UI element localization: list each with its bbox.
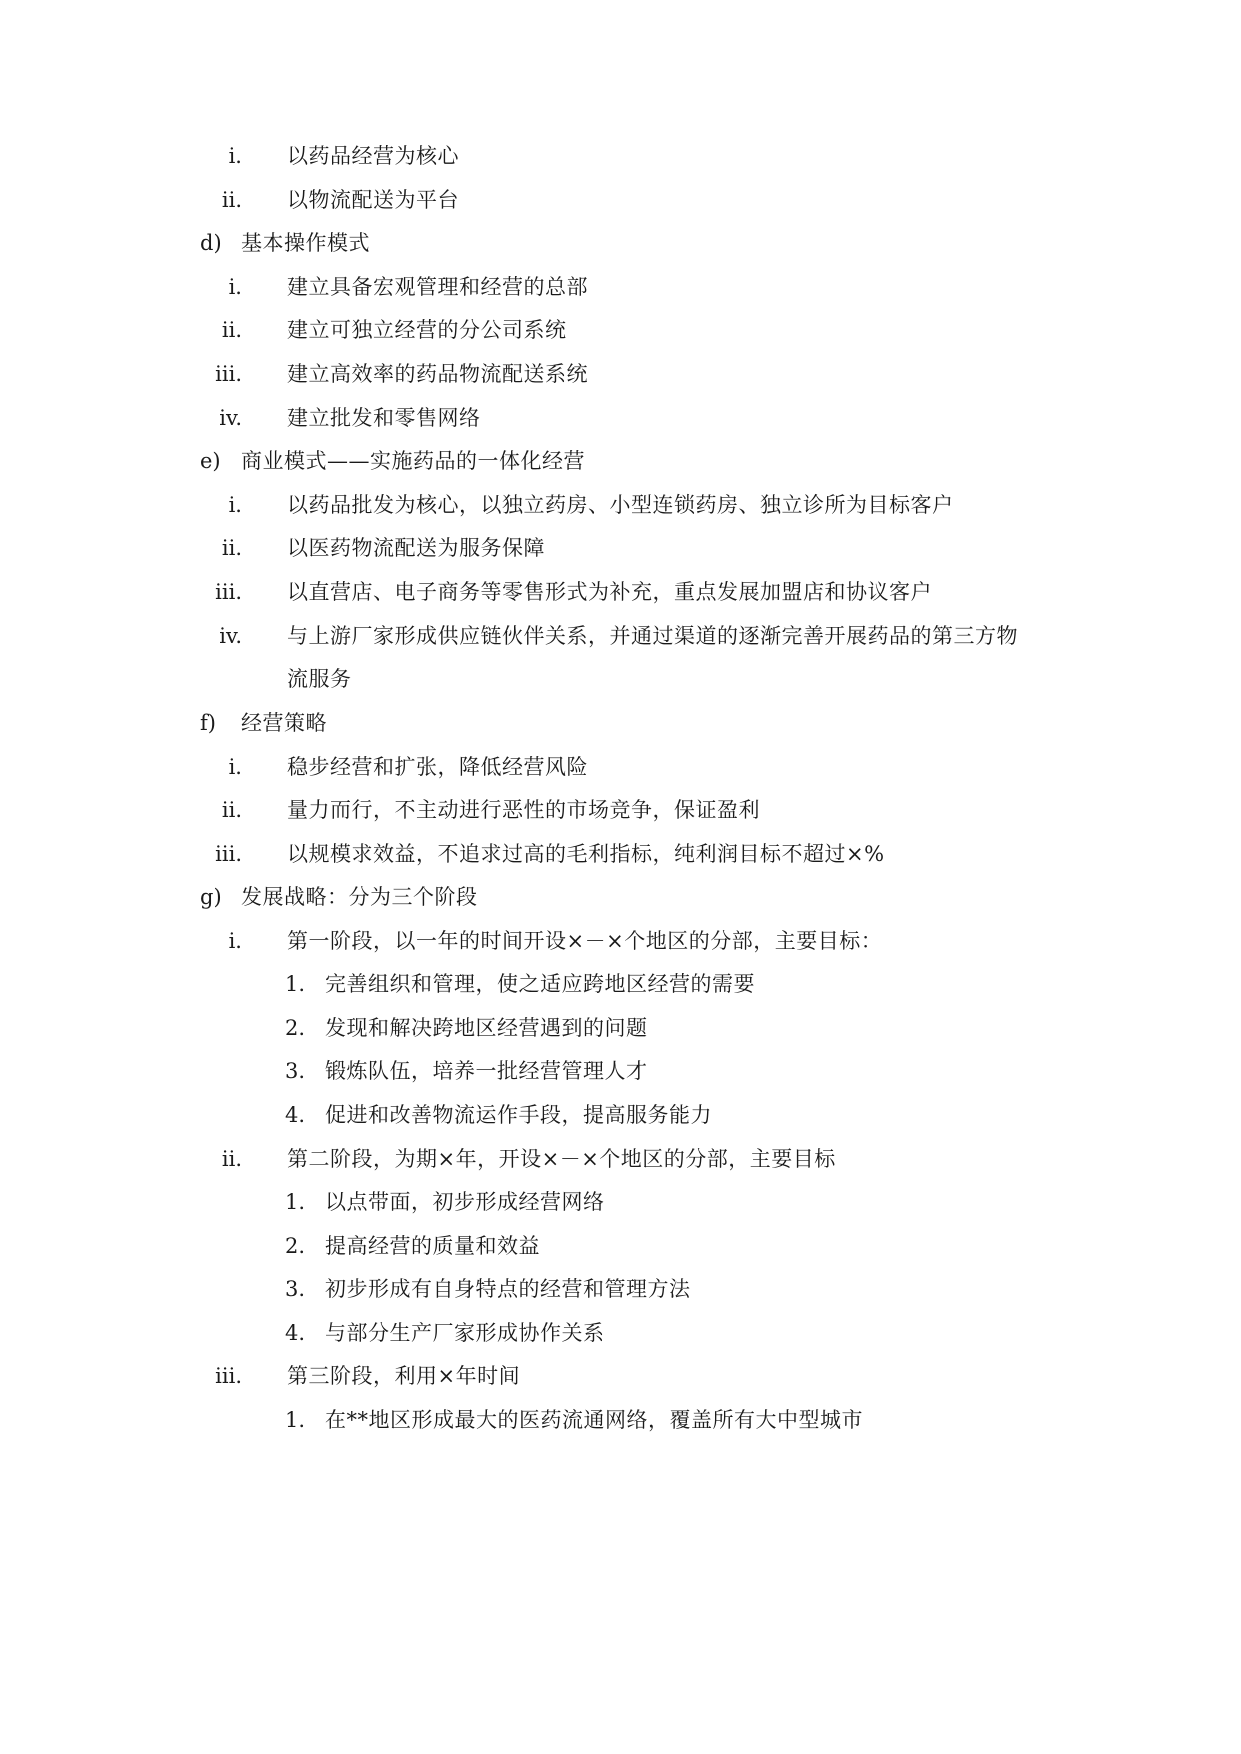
list-item <box>0 1356 1241 1396</box>
list-marker: iii. <box>215 580 242 604</box>
sub-list-item <box>0 964 1241 1004</box>
list-item <box>0 747 1241 787</box>
section-title: 基本操作模式 <box>241 231 370 255</box>
list-item <box>0 180 1241 220</box>
sub-list-item-text: 以点带面，初步形成经营网络 <box>325 1190 605 1214</box>
list-item-text: 与上游厂家形成供应链伙伴关系，并通过渠道的逐渐完善开展药品的第三方物 <box>287 624 1018 648</box>
list-marker: ii. <box>221 318 242 342</box>
list-item-text: 建立具备宏观管理和经营的总部 <box>287 275 588 299</box>
list-item-text: 第三阶段，利用×年时间 <box>287 1364 521 1388</box>
list-item-continuation <box>0 659 1241 699</box>
sub-list-item <box>0 1400 1241 1440</box>
sub-list-item <box>0 1008 1241 1048</box>
sub-list-marker: 1. <box>285 1190 306 1214</box>
list-marker: iii. <box>215 362 242 386</box>
list-marker: iii. <box>215 842 242 866</box>
list-item-text: 以药品经营为核心 <box>287 144 459 168</box>
sub-list-item-text: 在**地区形成最大的医药流通网络，覆盖所有大中型城市 <box>325 1408 863 1432</box>
list-item <box>0 528 1241 568</box>
list-item <box>0 136 1241 176</box>
sub-list-item-text: 促进和改善物流运作手段，提高服务能力 <box>325 1103 712 1127</box>
sub-list-item <box>0 1051 1241 1091</box>
list-item-text: 以物流配送为平台 <box>287 188 459 212</box>
list-item <box>0 921 1241 961</box>
list-item-text: 第一阶段，以一年的时间开设×－×个地区的分部，主要目标： <box>287 929 883 953</box>
sub-list-item-text: 完善组织和管理，使之适应跨地区经营的需要 <box>325 972 755 996</box>
sub-list-marker: 4. <box>285 1103 306 1127</box>
section-heading <box>0 223 1241 263</box>
list-item <box>0 572 1241 612</box>
sub-list-marker: 1. <box>285 972 306 996</box>
sub-list-marker: 3. <box>285 1277 306 1301</box>
list-marker: iv. <box>219 624 242 648</box>
list-item-text: 流服务 <box>287 667 352 691</box>
list-marker: i. <box>228 929 242 953</box>
section-title: 发展战略：分为三个阶段 <box>241 885 478 909</box>
section-marker: d) <box>200 231 222 255</box>
section-marker: f) <box>200 711 216 735</box>
sub-list-marker: 2. <box>285 1234 306 1258</box>
sub-list-item <box>0 1313 1241 1353</box>
sub-list-item <box>0 1226 1241 1266</box>
list-marker: i. <box>228 493 242 517</box>
sub-list-marker: 3. <box>285 1059 306 1083</box>
list-marker: i. <box>228 275 242 299</box>
section-marker: g) <box>200 885 222 909</box>
sub-list-item <box>0 1095 1241 1135</box>
list-item <box>0 790 1241 830</box>
list-item-text: 第二阶段，为期×年，开设×－×个地区的分部，主要目标 <box>287 1147 836 1171</box>
list-item-text: 建立高效率的药品物流配送系统 <box>287 362 588 386</box>
list-item-text: 以药品批发为核心，以独立药房、小型连锁药房、独立诊所为目标客户 <box>287 493 954 517</box>
list-item <box>0 354 1241 394</box>
section-marker: e) <box>200 449 221 473</box>
list-item-text: 以规模求效益，不追求过高的毛利指标，纯利润目标不超过×% <box>287 842 885 866</box>
sub-list-item-text: 锻炼队伍，培养一批经营管理人才 <box>325 1059 648 1083</box>
section-heading <box>0 877 1241 917</box>
list-marker: iv. <box>219 406 242 430</box>
sub-list-marker: 2. <box>285 1016 306 1040</box>
list-item <box>0 485 1241 525</box>
sub-list-item-text: 初步形成有自身特点的经营和管理方法 <box>325 1277 691 1301</box>
list-item-text: 建立可独立经营的分公司系统 <box>287 318 567 342</box>
section-title: 经营策略 <box>241 711 327 735</box>
sub-list-item-text: 与部分生产厂家形成协作关系 <box>325 1321 605 1345</box>
list-marker: i. <box>228 755 242 779</box>
list-item-text: 稳步经营和扩张，降低经营风险 <box>287 755 588 779</box>
list-item-text: 以医药物流配送为服务保障 <box>287 536 545 560</box>
list-item <box>0 834 1241 874</box>
list-item-text: 建立批发和零售网络 <box>287 406 481 430</box>
sub-list-item-text: 发现和解决跨地区经营遇到的问题 <box>325 1016 648 1040</box>
section-heading <box>0 703 1241 743</box>
list-marker: i. <box>228 144 242 168</box>
section-title: 商业模式——实施药品的一体化经营 <box>241 449 585 473</box>
list-item <box>0 267 1241 307</box>
list-item <box>0 616 1241 656</box>
list-item <box>0 398 1241 438</box>
list-marker: ii. <box>221 1147 242 1171</box>
section-heading <box>0 441 1241 481</box>
list-marker: ii. <box>221 798 242 822</box>
list-marker: iii. <box>215 1364 242 1388</box>
list-item <box>0 1139 1241 1179</box>
list-item <box>0 310 1241 350</box>
list-item-text: 以直营店、电子商务等零售形式为补充，重点发展加盟店和协议客户 <box>287 580 932 604</box>
sub-list-marker: 4. <box>285 1321 306 1345</box>
list-item-text: 量力而行，不主动进行恶性的市场竞争，保证盈利 <box>287 798 760 822</box>
list-marker: ii. <box>221 188 242 212</box>
sub-list-marker: 1. <box>285 1408 306 1432</box>
sub-list-item-text: 提高经营的质量和效益 <box>325 1234 540 1258</box>
sub-list-item <box>0 1269 1241 1309</box>
list-marker: ii. <box>221 536 242 560</box>
sub-list-item <box>0 1182 1241 1222</box>
